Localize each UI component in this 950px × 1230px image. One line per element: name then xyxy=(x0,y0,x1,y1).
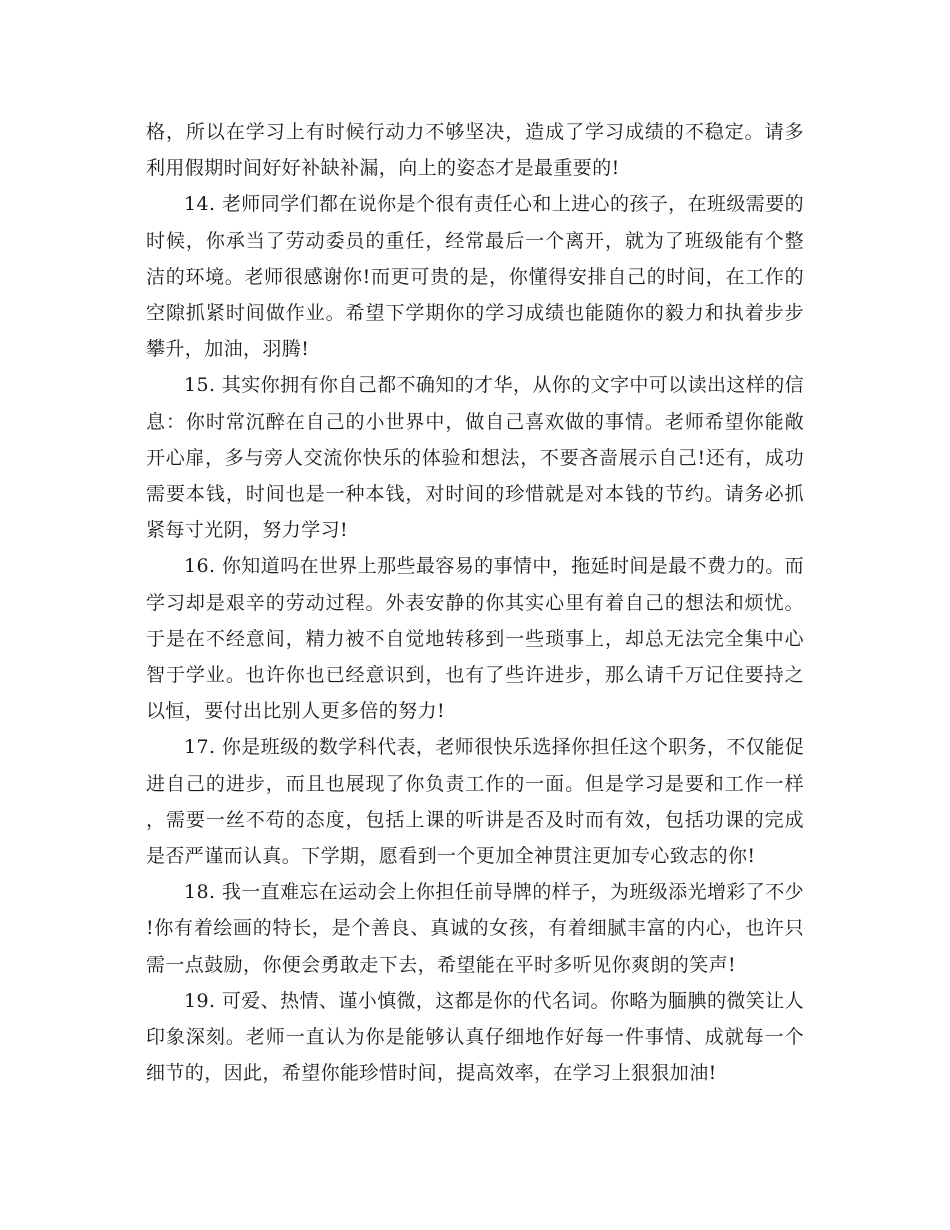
paragraph-18: 18. 我一直难忘在运动会上你担任前导牌的样子，为班级添光增彩了不少!你有着绘画的特长，是个善良、真诚的女孩，有着细腻丰富的内心，也许只需一点鼓励，你便会勇敢走下去，希望能在平时多听见你爽朗的笑声! xyxy=(146,881,804,976)
paragraph-19: 19. 可爱、热情、谨小慎微，这都是你的代名词。你略为腼腆的微笑让人印象深刻。老师一直认为你是能够认真仔细地作好每一件事情、成就每一个细节的，因此，希望你能珍惜时间，提高效率，在学习上狠狠加油! xyxy=(146,989,804,1085)
paragraph-continued: 格，所以在学习上有时候行动力不够坚决，造成了学习成绩的不稳定。请多利用假期时间好好补缺补漏，向上的姿态才是最重要的! xyxy=(146,121,804,180)
paragraph-15: 15. 其实你拥有你自己都不确知的才华，从你的文字中可以读出这样的信息：你时常沉醉在自己的小世界中，做自己喜欢做的事情。老师希望你能敞开心扉，多与旁人交流你快乐的体验和想法，不要吝啬展示自己!还有，成功需要本钱，时间也是一种本钱，对时间的珍惜就是对本钱的节约。请务必抓紧每寸光阴，努力学习! xyxy=(146,374,804,542)
paragraph-17: 17. 你是班级的数学科代表，老师很快乐选择你担任这个职务，不仅能促进自己的进步，而且也展现了你负责工作的一面。但是学习是要和工作一样，需要一丝不苟的态度，包括上课的听讲是否及时而有效，包括功课的完成是否严谨而认真。下学期，愿看到一个更加全神贯注更加专心致志的你! xyxy=(146,736,804,868)
paragraph-16: 16. 你知道吗在世界上那些最容易的事情中，拖延时间是最不费力的。而学习却是艰辛的劳动过程。外表安静的你其实心里有着自己的想法和烦忧。于是在不经意间，精力被不自觉地转移到一些琐事上，却总无法完全集中心智于学业。也许你也已经意识到，也有了些许进步，那么请千万记住要持之以恒，要付出比别人更多倍的努力! xyxy=(146,555,804,723)
document-body xyxy=(146,114,804,1091)
paragraph-14: 14. 老师同学们都在说你是个很有责任心和上进心的孩子，在班级需要的时候，你承当了劳动委员的重任，经常最后一个离开，就为了班级能有个整洁的环境。老师很感谢你!而更可贵的是，你懂得安排自己的时间，在工作的空隙抓紧时间做作业。希望下学期你的学习成绩也能随你的毅力和执着步步攀升，加油，羽腾! xyxy=(146,193,804,361)
